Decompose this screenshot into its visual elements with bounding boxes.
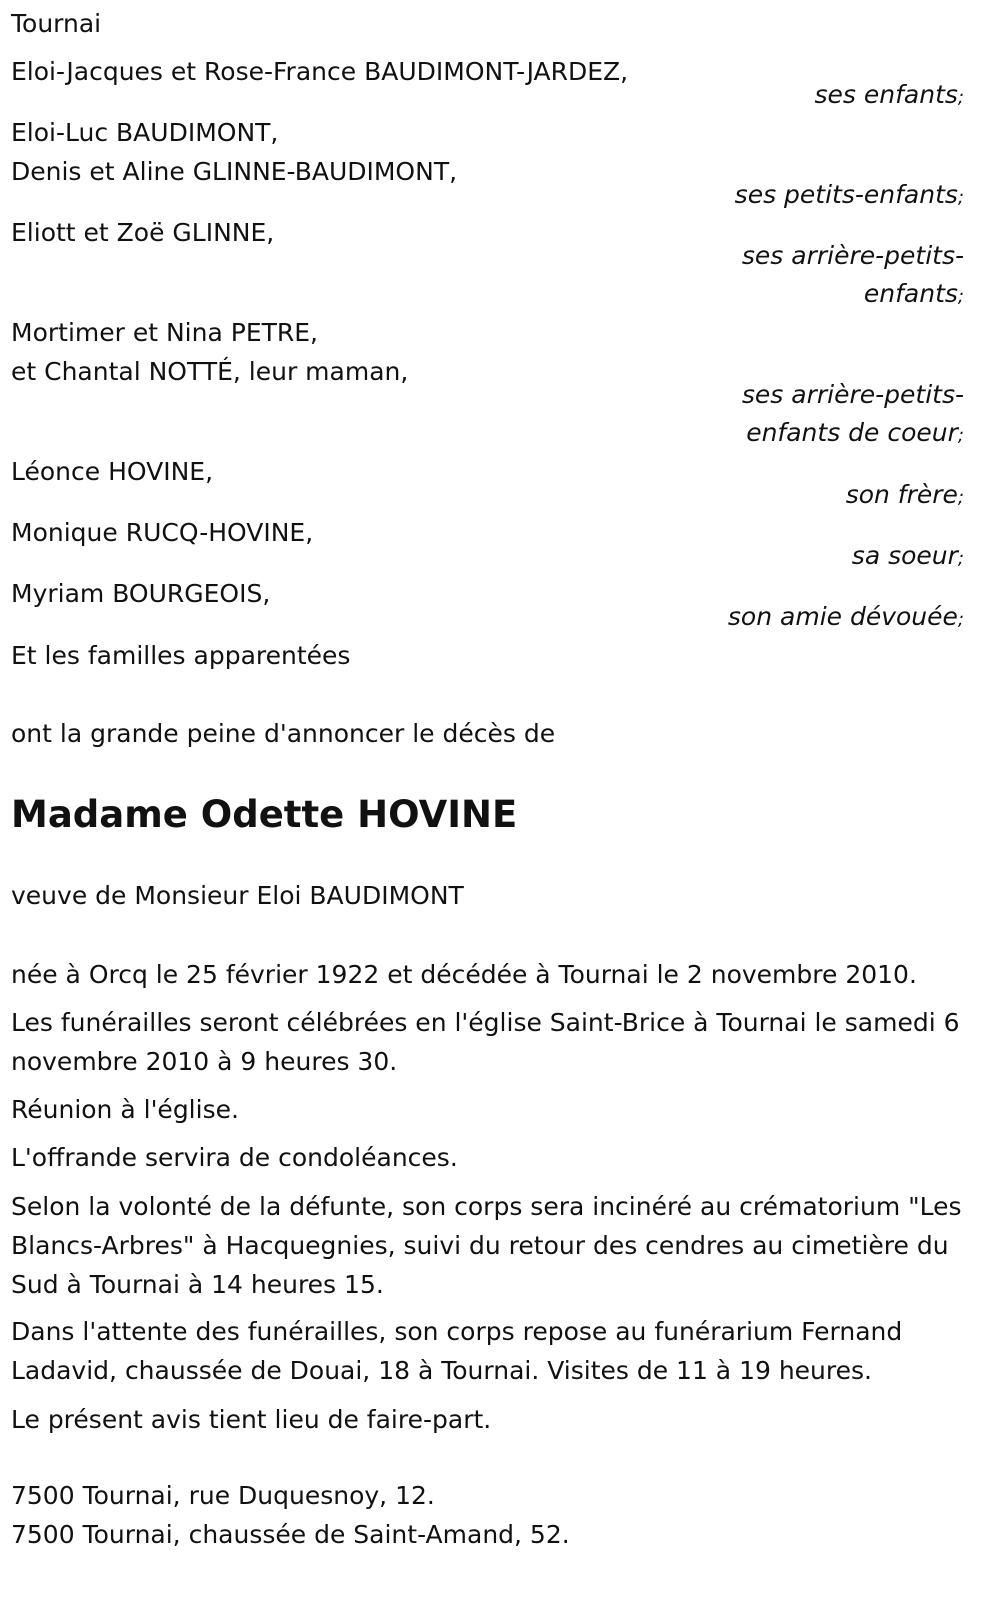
family-name: Eloi-Luc BAUDIMONT, (11, 118, 279, 147)
family-name: Monique RUCQ-HOVINE, (11, 518, 314, 547)
family-relation: ses petits-enfants; (734, 180, 964, 209)
cremation-text: Selon la volonté de la défunte, son corps sera incinéré au crématorium "Les Blancs-Arbres" à Hacquegnies, suivi du retour des cendres au cimetière du Sud à Tournai à 14 heures 15. (11, 1192, 962, 1299)
funerarium-text: Dans l'attente des funérailles, son corps repose au funérarium Fernand Ladavid, chaussée de Douai, 18 à Tournai. Visites de 11 à 19 heures. (11, 1317, 903, 1385)
widow-of-text: veuve de Monsieur Eloi BAUDIMONT (11, 881, 464, 910)
offering-text: L'offrande servira de condoléances. (11, 1143, 458, 1172)
family-relation: ses arrière-petits- (741, 380, 964, 409)
family-name: Eliott et Zoë GLINNE, (11, 218, 275, 247)
family-relation: son frère; (845, 480, 964, 509)
family-name: Eloi-Jacques et Rose-France BAUDIMONT-JARDEZ, (11, 57, 629, 86)
family-name: Et les familles apparentées (11, 641, 351, 670)
address-line: 7500 Tournai, rue Duquesnoy, 12. (11, 1481, 435, 1510)
address-line: 7500 Tournai, chaussée de Saint-Amand, 52. (11, 1520, 570, 1549)
family-name: et Chantal NOTTÉ, leur maman, (11, 357, 409, 386)
family-relation: son amie dévouée; (727, 602, 964, 631)
family-name: Myriam BOURGEOIS, (11, 579, 271, 608)
family-name: Denis et Aline GLINNE-BAUDIMONT, (11, 157, 458, 186)
family-name: Mortimer et Nina PETRE, (11, 318, 318, 347)
family-name: Léonce HOVINE, (11, 457, 214, 486)
deceased-name: Madame Odette HOVINE (11, 793, 518, 836)
notice-text: Le présent avis tient lieu de faire-part. (11, 1405, 492, 1434)
funeral-text: Les funérailles seront célébrées en l'église Saint-Brice à Tournai le samedi 6 novembre 2010 à 9 heures 30. (11, 1008, 960, 1076)
family-relation: enfants; (863, 279, 964, 308)
family-relation: enfants de coeur; (746, 418, 964, 447)
city-heading: Tournai (11, 9, 102, 38)
family-relation: ses enfants; (814, 80, 964, 109)
announcement-text: ont la grande peine d'annoncer le décès de (11, 719, 556, 748)
family-relation: ses arrière-petits- (741, 241, 964, 270)
birth-death-text: née à Orcq le 25 février 1922 et décédée à Tournai le 2 novembre 2010. (11, 960, 917, 989)
meeting-text: Réunion à l'église. (11, 1095, 239, 1124)
family-relation: sa soeur; (851, 541, 964, 570)
